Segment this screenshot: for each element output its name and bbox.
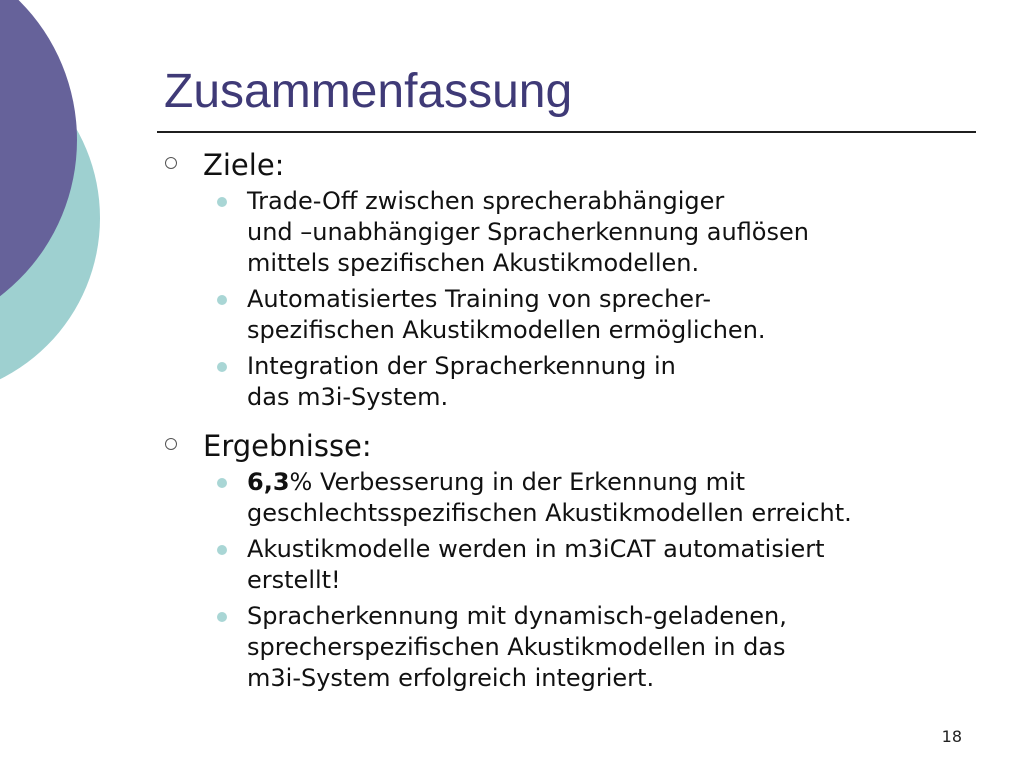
hollow-circle-bullet-icon xyxy=(165,438,177,450)
slide-content xyxy=(165,144,965,699)
section-label-goals: Ziele: xyxy=(203,148,285,182)
slide-title: Zusammenfassung xyxy=(164,65,573,118)
item-text-line: sprecherspezifischen Akustikmodellen in das xyxy=(247,633,786,661)
section-results xyxy=(165,425,965,694)
bullet-dot-icon xyxy=(217,362,227,372)
list-item xyxy=(165,351,965,413)
list-item xyxy=(165,467,965,529)
item-text-line: spezifischen Akustikmodellen ermöglichen. xyxy=(247,316,766,344)
item-text-line xyxy=(247,467,965,498)
section-heading xyxy=(165,144,965,186)
page-number: 18 xyxy=(941,727,962,746)
bullet-dot-icon xyxy=(217,478,227,488)
decorative-circles xyxy=(0,0,120,380)
item-text-line: Spracherkennung mit dynamisch-geladenen, xyxy=(247,602,787,630)
list-item xyxy=(165,186,965,279)
highlight-value: 6,3 xyxy=(247,468,290,496)
bullet-dot-icon xyxy=(217,197,227,207)
bullet-dot-icon xyxy=(217,612,227,622)
item-text-line: das m3i-System. xyxy=(247,383,449,411)
item-text-line: erstellt! xyxy=(247,566,341,594)
item-text-line: m3i-System erfolgreich integriert. xyxy=(247,664,655,692)
section-heading xyxy=(165,425,965,467)
item-text-fragment: % Verbesserung in der Erkennung mit xyxy=(289,468,746,496)
results-list xyxy=(165,467,965,694)
list-item xyxy=(165,601,965,694)
item-text-line: Integration der Spracherkennung in xyxy=(247,352,676,380)
hollow-circle-bullet-icon xyxy=(165,157,177,169)
section-label-results: Ergebnisse: xyxy=(203,429,372,463)
list-item xyxy=(165,284,965,346)
bullet-dot-icon xyxy=(217,545,227,555)
item-text-line: Akustikmodelle werden in m3iCAT automatisiert xyxy=(247,535,825,563)
title-divider xyxy=(157,131,976,133)
list-item xyxy=(165,534,965,596)
bullet-dot-icon xyxy=(217,295,227,305)
item-text-line: Automatisiertes Training von sprecher- xyxy=(247,285,712,313)
section-goals xyxy=(165,144,965,413)
goals-list xyxy=(165,186,965,413)
item-text-line: Trade-Off zwischen sprecherabhängiger xyxy=(247,187,725,215)
item-text-line: mittels spezifischen Akustikmodellen. xyxy=(247,249,700,277)
item-text-line: und –unabhängiger Spracherkennung auflösen xyxy=(247,218,809,246)
item-text-line: geschlechtsspezifischen Akustikmodellen erreicht. xyxy=(247,499,852,527)
